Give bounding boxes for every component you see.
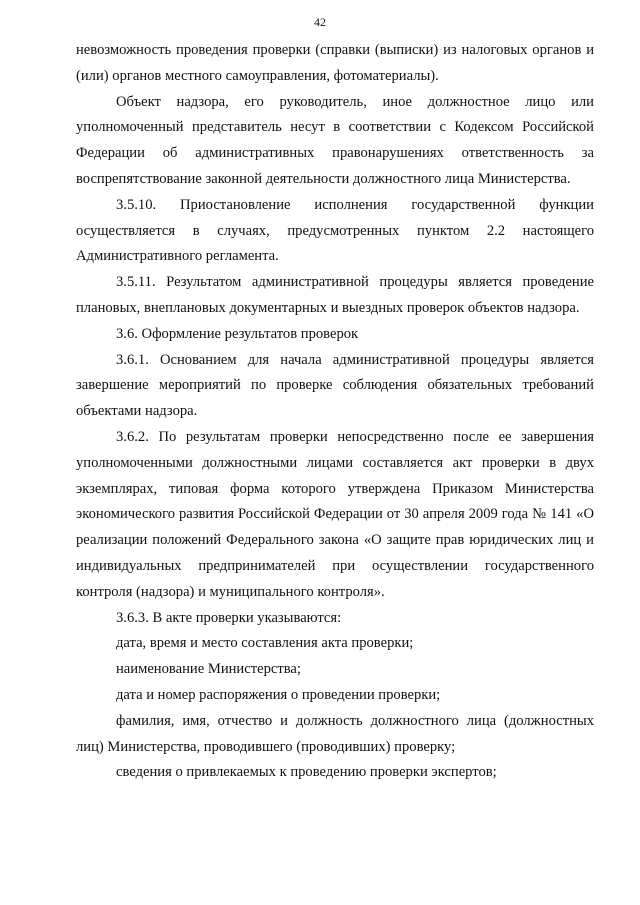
paragraph-3-6-3: 3.6.3. В акте проверки указываются:: [116, 609, 342, 626]
page-number: 42: [314, 15, 326, 29]
section-heading-3-6: 3.6. Оформление результатов проверок: [116, 325, 359, 342]
paragraph-3-6-2: 3.6.2. По результатам проверки непосредственно после ее завершения уполномоченными должностными лицами составляется акт проверки в двух экземплярах, типовая форма которого утверждена Приказом Министерства экономического развития Российской Федерации от 30 апреля 2009 года № 141 «О реализации положений Федерального закона «О защите прав юридических лиц и индивидуальных предпринимателей при осуществлении государственного контроля (надзора) и муниципального контроля».: [76, 428, 594, 600]
list-item-date-place: дата, время и место составления акта проверки;: [116, 635, 414, 652]
paragraph-3-5-11: 3.5.11. Результатом административной процедуры является проведение плановых, внеплановых документарных и выездных проверок объектов надзора.: [76, 274, 594, 316]
paragraph-3-5-10: 3.5.10. Приостановление исполнения государственной функции осуществляется в случаях, предусмотренных пунктом 2.2 настоящего Административного регламента.: [76, 196, 594, 265]
list-item-experts: сведения о привлекаемых к проведению проверки экспертов;: [116, 764, 497, 781]
list-item-order-number: дата и номер распоряжения о проведении проверки;: [116, 686, 441, 703]
paragraph-evidence-continuation: невозможность проведения проверки (справки (выписки) из налоговых органов и (или) органов местного самоуправления, фотоматериалы).: [76, 42, 594, 84]
document-body: [76, 38, 594, 786]
list-item-ministry-name: наименование Министерства;: [116, 661, 301, 678]
list-item-officials: фамилия, имя, отчество и должность должностного лица (должностных лиц) Министерства, проводившего (проводивших) проверку;: [76, 712, 594, 755]
paragraph-responsibility: Объект надзора, его руководитель, иное должностное лицо или уполномоченный представитель несут в соответствии с Кодексом Российской Федерации об административных правонарушениях ответственность за воспрепятствование законной деятельности должностного лица Министерства.: [76, 93, 594, 187]
paragraph-3-6-1: 3.6.1. Основанием для начала административной процедуры является завершение мероприятий по проверке соблюдения обязательных требований объектами надзора.: [76, 351, 594, 420]
